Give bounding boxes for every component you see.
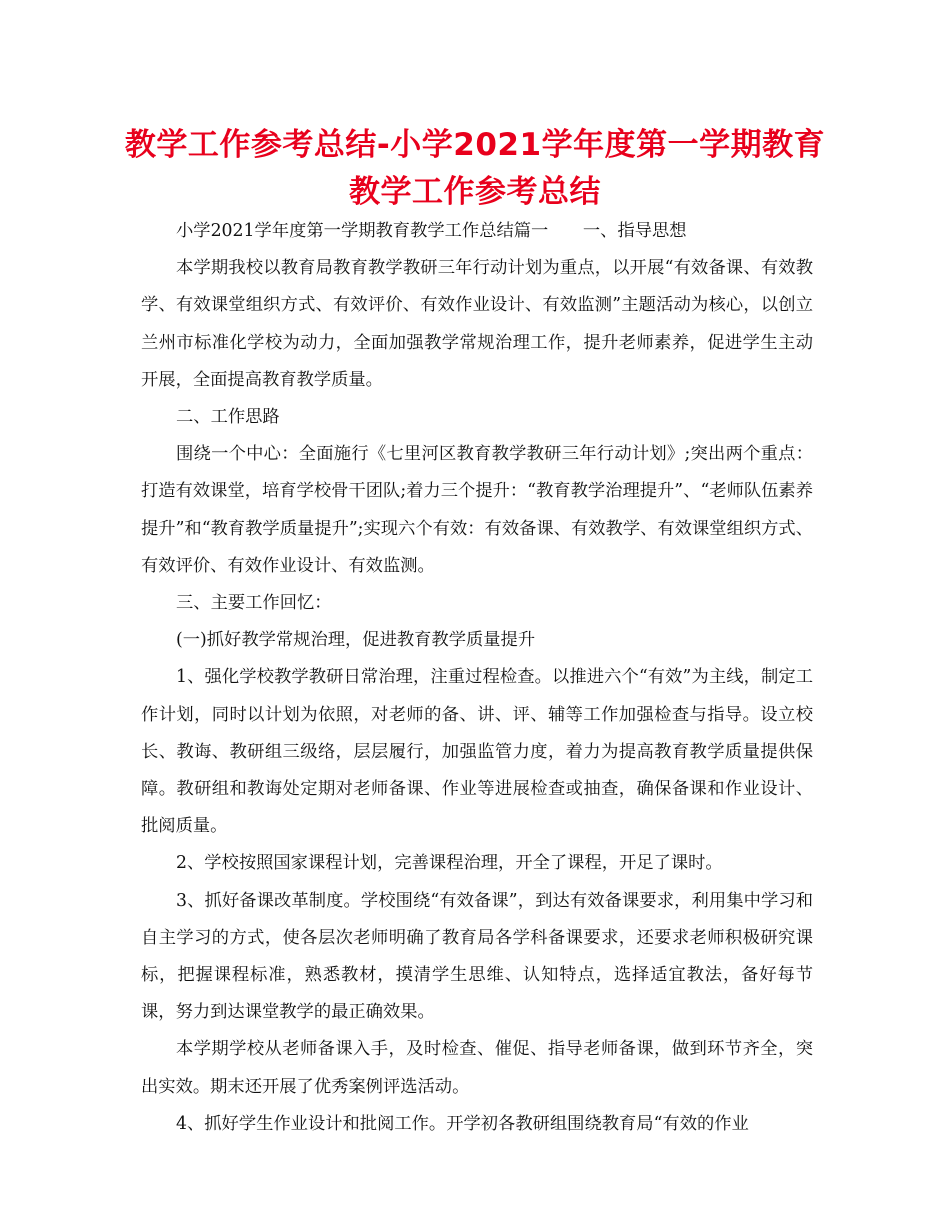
intro-line: 小学2021学年度第一学期教育教学工作总结篇一 一、指导思想: [176, 221, 687, 241]
paragraph-item-2: 2、学校按照国家课程计划，完善课程治理，开全了课程，开足了课时。: [176, 853, 723, 874]
document-title: 教学工作参考总结-小学2021学年度第一学期教育教学工作参考总结: [124, 127, 826, 210]
subsection-heading-teaching-routine: (一)抓好教学常规治理，促进教育教学质量提升: [176, 630, 536, 651]
section-heading-work-approach: 二、工作思路: [176, 407, 280, 428]
paragraph-item-4: 4、抓好学生作业设计和批阅工作。开学初各教研组围绕教育局“有效的作业: [176, 1113, 749, 1134]
paragraph-item-3: 3、抓好备课改革制度。学校围绕“有效备课”，到达有效备课要求，利用集中学习和自主学习的方式，使各层次老师明确了教育局各学科备课要求，还要求老师积极研究课标，把握课程标准，熟悉教材，摸清学生思维、认知特点，选择适宜教法，备好每节课，努力到达课堂教学的最正确效果。: [141, 890, 813, 1023]
paragraph-work-approach: 围绕一个中心：全面施行《七里河区教育教学教研三年行动计划》;突出两个重点：打造有效课堂，培育学校骨干团队;着力三个提升：“教育教学治理提升”、“老师队伍素养提升”和“教育教学质量提升”;实现六个有效：有效备课、有效教学、有效课堂组织方式、有效评价、有效作业设计、有效监测。: [141, 444, 813, 576]
document-body: [141, 213, 813, 1143]
paragraph-lesson-prep: 本学期学校从老师备课入手，及时检查、催促、指导老师备课，做到环节齐全，突出实效。期末还开展了优秀案例评选活动。: [141, 1039, 813, 1097]
section-heading-main-work: 三、主要工作回忆：: [176, 593, 332, 614]
paragraph-item-1: 1、强化学校教学教研日常治理，注重过程检查。以推进六个“有效”为主线，制定工作计划，同时以计划为依照，对老师的备、讲、评、辅等工作加强检查与指导。设立校长、教诲、教研组三级络，层层履行，加强监管力度，着力为提高教育教学质量提供保障。教研组和教诲处定期对老师备课、作业等进展检查或抽查，确保备课和作业设计、批阅质量。: [141, 667, 813, 837]
paragraph-guiding-thought: 本学期我校以教育局教育教学教研三年行动计划为重点，以开展“有效备课、有效教学、有效课堂组织方式、有效评价、有效作业设计、有效监测”主题活动为核心，以创立兰州市标准化学校为动力，全面加强教学常规治理工作，提升老师素养，促进学生主动开展，全面提高教育教学质量。: [141, 258, 813, 390]
